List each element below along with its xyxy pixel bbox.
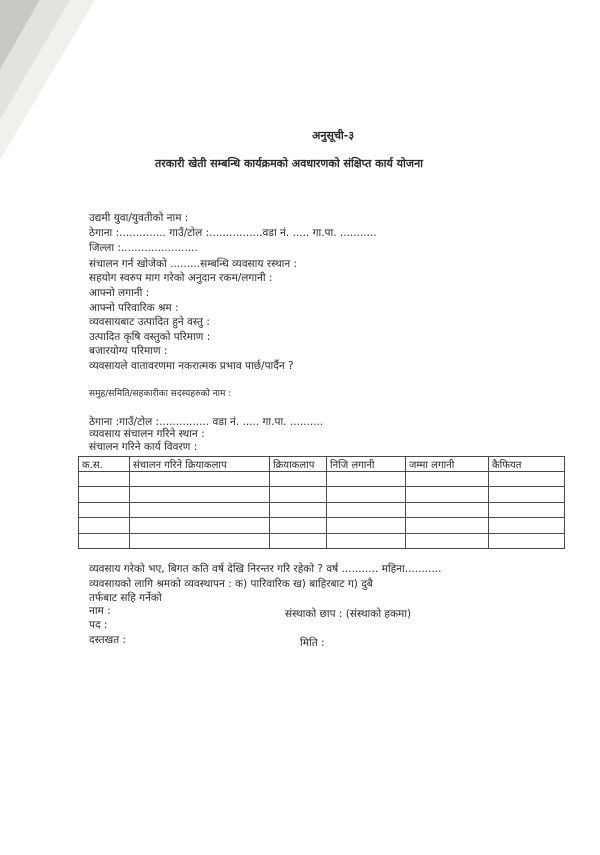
table-cell bbox=[406, 487, 489, 502]
table-row bbox=[79, 518, 565, 533]
table-row bbox=[79, 487, 565, 502]
signer-post-label: पद : bbox=[89, 619, 108, 631]
table-cell bbox=[327, 518, 406, 533]
table-cell bbox=[327, 487, 406, 502]
table-cell bbox=[79, 502, 130, 517]
table-row bbox=[79, 502, 565, 517]
table-cell bbox=[130, 533, 270, 548]
field-business-type: संचालन गर्न खोजेको .........सम्बन्धि व्यवसाय रस्थान : bbox=[89, 258, 298, 270]
col-header-remarks: कैफियत bbox=[489, 457, 565, 472]
table-cell bbox=[406, 472, 489, 487]
table-cell bbox=[270, 472, 327, 487]
table-header-row bbox=[79, 457, 565, 472]
table-cell bbox=[327, 502, 406, 517]
field-products: व्यवसायबाट उत्पादित हुने वस्तु : bbox=[89, 316, 210, 328]
col-header-activity-2: क्रियाकलाप bbox=[270, 457, 327, 472]
field-environment-impact: व्यवसायले वातावरणमा नकरात्मक प्रभाव पार्छ/पार्दैन ? bbox=[89, 360, 294, 372]
table-cell bbox=[130, 487, 270, 502]
col-header-total-investment: जम्मा लगानी bbox=[406, 457, 489, 472]
schedule-label: अनुसूची-३ bbox=[312, 129, 355, 142]
col-header-serial: क.स. bbox=[79, 457, 130, 472]
table-cell bbox=[79, 533, 130, 548]
table-cell bbox=[489, 487, 565, 502]
field-district: जिल्ला :....................... bbox=[89, 242, 198, 254]
date-label: मिति : bbox=[300, 637, 325, 649]
table-cell bbox=[327, 533, 406, 548]
table-cell bbox=[270, 502, 327, 517]
table-cell bbox=[489, 502, 565, 517]
field-family-labour: आफ्नो परिवारिक श्रम : bbox=[89, 302, 179, 314]
table-cell bbox=[79, 472, 130, 487]
table-cell bbox=[489, 472, 565, 487]
table-cell bbox=[406, 533, 489, 548]
field-own-investment: आफ्नो लगानी : bbox=[89, 287, 150, 299]
table-cell bbox=[489, 533, 565, 548]
activity-table bbox=[78, 456, 565, 549]
table-cell bbox=[406, 518, 489, 533]
organization-seal-label: संस्थाको छाप : (संस्थाको हकमा) bbox=[285, 608, 412, 620]
table-row bbox=[79, 472, 565, 487]
table-cell bbox=[130, 518, 270, 533]
field-marketable-quantity: बजारयोग्य परिमाण : bbox=[89, 345, 168, 357]
table-row bbox=[79, 533, 565, 548]
on-behalf-of-signer: तर्फबाट सहि गर्नेको bbox=[89, 592, 162, 604]
col-header-activity: संचालन गरिने क्रियाकलाप bbox=[130, 457, 270, 472]
table-cell bbox=[79, 518, 130, 533]
table-cell bbox=[270, 518, 327, 533]
table-cell bbox=[489, 518, 565, 533]
table-cell bbox=[130, 472, 270, 487]
activity-details-label: संचालन गरिने कार्य विवरण : bbox=[89, 441, 198, 453]
table-cell bbox=[130, 502, 270, 517]
table-cell bbox=[406, 502, 489, 517]
signer-name-label: नाम : bbox=[89, 605, 111, 617]
group-address: ठेगाना :गाउँ/टोल :............... वडा नं. ..... गा.पा. .......... bbox=[89, 416, 324, 428]
table-cell bbox=[270, 533, 327, 548]
group-members-label: समुह/समिति/सहकारीका सदस्यहरुको नाम : bbox=[89, 389, 232, 399]
table-cell bbox=[327, 472, 406, 487]
business-location: व्यवसाय संचालन गरिने स्थान : bbox=[89, 428, 205, 440]
table-cell bbox=[270, 487, 327, 502]
document-title: तरकारी खेती सम्बन्धि कार्यक्रमको अवधारणको संक्षिप्त कार्य योजना bbox=[155, 157, 424, 170]
col-header-private-investment: निजि लगानी bbox=[327, 457, 406, 472]
signature-label: दस्तखत : bbox=[89, 634, 127, 646]
experience-question: व्यवसाय गरेको भए, बिगत कति वर्ष देखि निरन्तर गरि रहेको ? वर्ष ........... महिना........... bbox=[89, 563, 442, 575]
labour-management: व्यवसायको लागि श्रमको व्यवस्थापन : क) पारिवारिक ख) बाहिरबाट ग) दुबै bbox=[89, 578, 373, 590]
field-entrepreneur-name: उद्यमी युवा/युवतीको नाम : bbox=[89, 212, 189, 224]
table-cell bbox=[79, 487, 130, 502]
field-requested-grant: सहयोग स्वरुप माग गरेको अनुदान रकम/लगानी : bbox=[89, 272, 273, 284]
field-production-quantity: उत्पादित कृषि वस्तुको परिमाण : bbox=[89, 331, 211, 343]
field-address: ठेगाना :.............. गाउँ/टोल :................वडा नं. ..... गा.पा. ........... bbox=[89, 227, 377, 239]
